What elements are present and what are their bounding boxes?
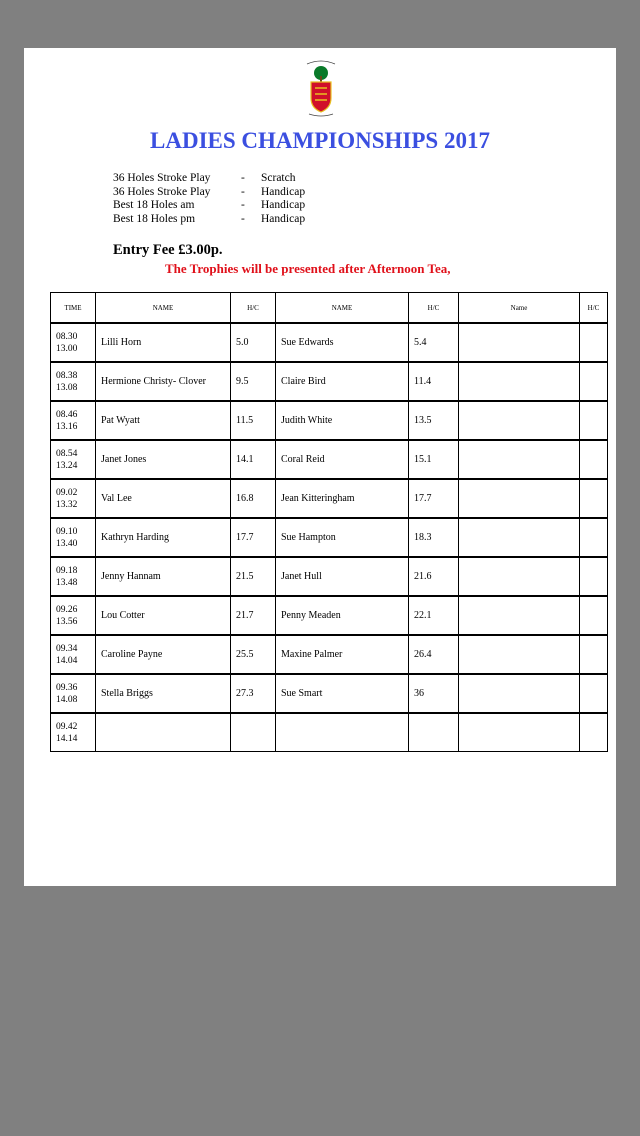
handicap: 13.5	[409, 401, 459, 440]
time-cell	[51, 596, 96, 635]
player-name: Pat Wyatt	[96, 401, 231, 440]
header-hc: H/C	[231, 293, 276, 324]
player-name: Claire Bird	[276, 362, 409, 401]
handicap	[580, 596, 608, 635]
tee-time-pm: 14.14	[56, 733, 78, 744]
event-row	[113, 186, 305, 200]
event-row	[113, 199, 305, 213]
event-dash: -	[241, 172, 245, 184]
header-hc: H/C	[409, 293, 459, 324]
tee-time-am: 08.38	[56, 370, 78, 381]
player-name: Kathryn Harding	[96, 518, 231, 557]
handicap: 11.5	[231, 401, 276, 440]
player-name	[459, 479, 580, 518]
tee-time-am: 09.02	[56, 487, 78, 498]
event-name: 36 Holes Stroke Play	[113, 185, 211, 198]
handicap: 26.4	[409, 635, 459, 674]
header-name: Name	[459, 293, 580, 324]
handicap	[580, 440, 608, 479]
player-name: Hermione Christy- Clover	[96, 362, 231, 401]
event-row	[113, 213, 305, 227]
time-cell	[51, 674, 96, 713]
table-row	[51, 596, 608, 635]
handicap	[580, 401, 608, 440]
handicap	[580, 323, 608, 362]
player-name	[459, 635, 580, 674]
document-page	[24, 48, 616, 886]
player-name	[459, 440, 580, 479]
handicap	[231, 713, 276, 752]
tee-time-am: 09.34	[56, 643, 78, 654]
event-format: Handicap	[261, 199, 306, 211]
tee-time-am: 09.26	[56, 604, 78, 615]
player-name: Janet Hull	[276, 557, 409, 596]
player-name: Maxine Palmer	[276, 635, 409, 674]
tee-time-pm: 13.56	[56, 616, 78, 627]
tee-time-am: 09.18	[56, 565, 78, 576]
handicap	[580, 635, 608, 674]
table-row	[51, 401, 608, 440]
player-name	[459, 674, 580, 713]
handicap: 21.6	[409, 557, 459, 596]
player-name: Sue Smart	[276, 674, 409, 713]
player-name: Coral Reid	[276, 440, 409, 479]
tee-time-table	[50, 292, 608, 752]
handicap: 17.7	[231, 518, 276, 557]
tee-time-pm: 13.48	[56, 577, 78, 588]
club-crest-icon	[301, 58, 341, 118]
player-name: Caroline Payne	[96, 635, 231, 674]
player-name	[459, 596, 580, 635]
handicap: 15.1	[409, 440, 459, 479]
player-name: Stella Briggs	[96, 674, 231, 713]
tee-time-am: 08.46	[56, 409, 78, 420]
player-name: Judith White	[276, 401, 409, 440]
time-cell	[51, 401, 96, 440]
handicap	[580, 557, 608, 596]
tee-time-am: 09.36	[56, 682, 78, 693]
player-name: Lou Cotter	[96, 596, 231, 635]
tee-time-pm: 13.08	[56, 382, 78, 393]
handicap: 25.5	[231, 635, 276, 674]
handicap: 21.7	[231, 596, 276, 635]
handicap	[580, 479, 608, 518]
player-name	[276, 713, 409, 752]
time-cell	[51, 557, 96, 596]
handicap: 16.8	[231, 479, 276, 518]
player-name: Jean Kitteringham	[276, 479, 409, 518]
player-name: Janet Jones	[96, 440, 231, 479]
tee-time-pm: 13.32	[56, 499, 78, 510]
player-name: Lilli Horn	[96, 323, 231, 362]
entry-fee: Entry Fee £3.00p.	[113, 242, 223, 258]
event-format: Scratch	[261, 172, 296, 184]
player-name: Jenny Hannam	[96, 557, 231, 596]
event-list	[113, 172, 305, 226]
tee-time-pm: 14.08	[56, 694, 78, 705]
header-name: NAME	[96, 293, 231, 324]
header-name: NAME	[276, 293, 409, 324]
event-dash: -	[241, 199, 245, 211]
handicap	[580, 674, 608, 713]
event-name: Best 18 Holes pm	[113, 212, 196, 225]
handicap	[580, 362, 608, 401]
table-row	[51, 557, 608, 596]
player-name: Val Lee	[96, 479, 231, 518]
table-row	[51, 440, 608, 479]
player-name: Sue Hampton	[276, 518, 409, 557]
tee-time-am: 09.10	[56, 526, 78, 537]
handicap: 17.7	[409, 479, 459, 518]
header-time: TIME	[51, 293, 96, 324]
time-cell	[51, 323, 96, 362]
table-row	[51, 323, 608, 362]
tee-time-pm: 13.16	[56, 421, 78, 432]
player-name	[459, 401, 580, 440]
tee-time-pm: 13.00	[56, 343, 78, 354]
time-cell	[51, 362, 96, 401]
event-format: Handicap	[261, 185, 306, 198]
tee-time-pm: 13.24	[56, 460, 78, 471]
event-row	[113, 172, 305, 186]
player-name	[459, 323, 580, 362]
handicap	[580, 518, 608, 557]
player-name	[96, 713, 231, 752]
handicap: 22.1	[409, 596, 459, 635]
handicap: 21.5	[231, 557, 276, 596]
handicap	[409, 713, 459, 752]
time-cell	[51, 713, 96, 752]
time-cell	[51, 635, 96, 674]
player-name: Penny Meaden	[276, 596, 409, 635]
event-name: 36 Holes Stroke Play	[113, 172, 211, 184]
handicap: 5.4	[409, 323, 459, 362]
tee-time-am: 08.30	[56, 331, 78, 342]
tee-time-pm: 13.40	[56, 538, 78, 549]
handicap: 18.3	[409, 518, 459, 557]
table-row	[51, 674, 608, 713]
table-row	[51, 713, 608, 752]
player-name	[459, 557, 580, 596]
page-title: LADIES CHAMPIONSHIPS 2017	[150, 128, 490, 153]
table-row	[51, 362, 608, 401]
player-name	[459, 362, 580, 401]
handicap: 14.1	[231, 440, 276, 479]
handicap: 5.0	[231, 323, 276, 362]
handicap: 9.5	[231, 362, 276, 401]
table-header-row	[51, 293, 608, 324]
handicap: 11.4	[409, 362, 459, 401]
tee-time-pm: 14.04	[56, 655, 78, 666]
tee-time-am: 09.42	[56, 721, 78, 732]
player-name: Sue Edwards	[276, 323, 409, 362]
player-name	[459, 713, 580, 752]
header-hc: H/C	[580, 293, 608, 324]
handicap: 27.3	[231, 674, 276, 713]
player-name	[459, 518, 580, 557]
time-cell	[51, 479, 96, 518]
table-row	[51, 518, 608, 557]
event-dash: -	[241, 185, 245, 198]
event-dash: -	[241, 212, 245, 225]
time-cell	[51, 518, 96, 557]
handicap: 36	[409, 674, 459, 713]
trophy-note: The Trophies will be presented after Afternoon Tea,	[165, 261, 451, 276]
time-cell	[51, 440, 96, 479]
handicap	[580, 713, 608, 752]
table-row	[51, 479, 608, 518]
event-name: Best 18 Holes am	[113, 199, 195, 211]
table-row	[51, 635, 608, 674]
event-format: Handicap	[261, 212, 306, 225]
tee-time-am: 08.54	[56, 448, 78, 459]
